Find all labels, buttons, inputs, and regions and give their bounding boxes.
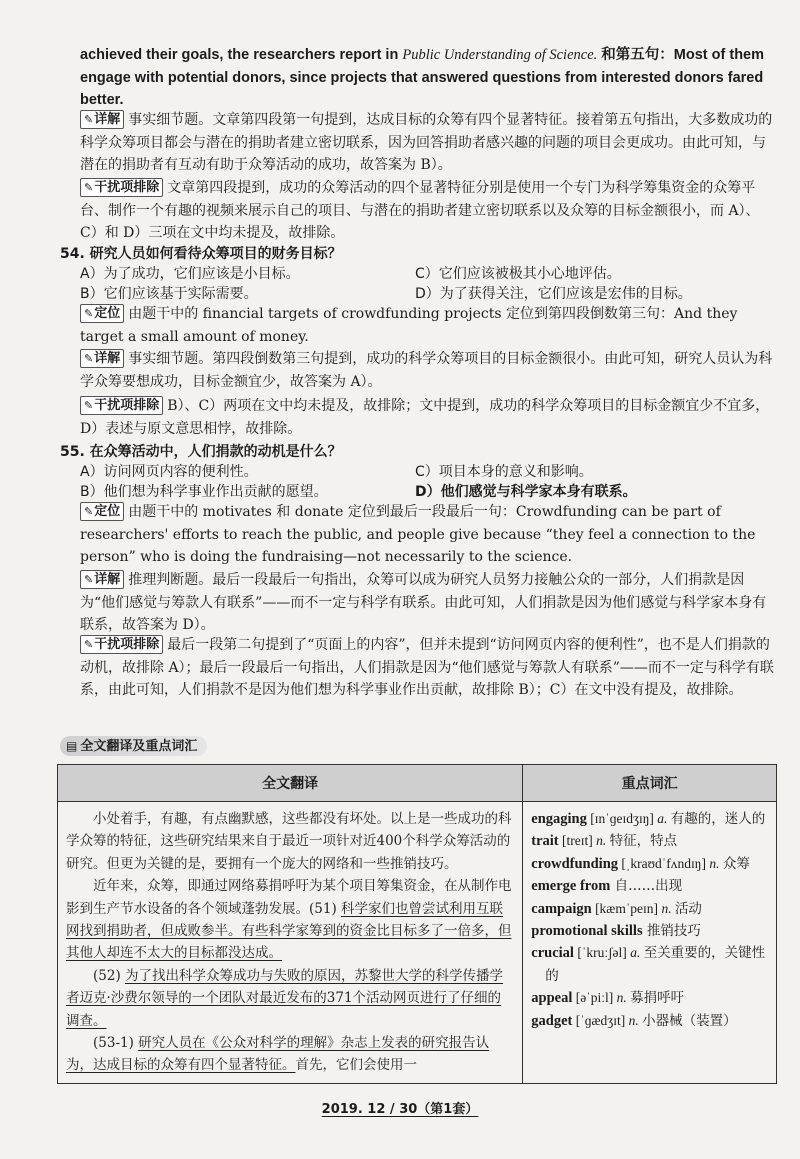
distract-tag: ✎干扰项排除 — [80, 178, 163, 197]
detail-tag: ✎详解 — [80, 349, 124, 368]
top-continuation — [80, 44, 775, 112]
vocab-phonetic: [ˈkruːʃəl] — [573, 945, 631, 961]
distract-tag: ✎干扰项排除 — [80, 396, 163, 415]
vocab-entry — [531, 942, 768, 987]
q55-locate — [80, 501, 775, 569]
vocab-definition: 自……出现 — [614, 878, 683, 895]
vocab-phonetic: [kæmˈpeɪn] — [591, 900, 662, 916]
q53-detail — [80, 109, 775, 177]
q54-distract — [80, 395, 775, 440]
translation-vocab-table — [57, 764, 777, 1084]
vocab-entry — [531, 853, 768, 875]
q55-distract-text: 最后一段第二句提到了“页面上的内容”，但并未提到“访问网页内容的便利性”，也不是人们捐款的动机，故排除 A）；最后一段最后一句指出，人们捐款是因为“他们感觉与筹款人有联系”——而不一定与科学有联系，由此可知，人们捐款不是因为他们想为科学事业作出贡献，故排除 B）；C）在文中没有提及，故排除。 — [80, 637, 774, 698]
q54-detail-text: 事实细节题。第四段倒数第三句提到，成功的科学众筹项目的目标金额很小。由此可知，研究人员认为科学众筹要想成功，目标金额宜少，故答案为 A）。 — [80, 351, 773, 390]
pen-icon: ✎ — [84, 638, 94, 651]
vocab-word: trait — [531, 833, 559, 850]
q53-distract — [80, 177, 775, 245]
vocab-entry — [531, 1010, 768, 1032]
pen-icon: ✎ — [84, 113, 94, 126]
vocab-definition: 募捐呼吁 — [630, 990, 685, 1007]
col-vocab-header: 重点词汇 — [523, 765, 777, 802]
vocab-list — [531, 808, 768, 1032]
pen-icon: ✎ — [84, 181, 94, 194]
vocab-entry — [531, 808, 768, 830]
vocab-word: engaging — [531, 811, 587, 827]
distract-tag: ✎干扰项排除 — [80, 635, 163, 654]
q54-option-c: C）它们应该被极其小心地评估。 — [415, 266, 621, 282]
vocab-word: campaign — [531, 900, 592, 917]
vocab-definition: 推销技巧 — [646, 923, 701, 940]
top-text-post: 和第五句：Most of them engage with potential donors, since projects that answered questions from interested donors fared better. — [80, 47, 765, 108]
q54-distract-text: B）、C）两项在文中均未提及，故排除；文中提到，成功的科学众筹项目的目标金额宜少不宜多，D）表述与原文意思相悖，故排除。 — [80, 398, 770, 437]
book-icon: ▤ — [66, 739, 78, 753]
vocab-phonetic: [treɪt] — [558, 833, 597, 849]
q55-option-d: D）他们感觉与科学家本身有联系。 — [415, 484, 637, 500]
vocab-definition: 特征，特点 — [609, 833, 678, 850]
pen-icon: ✎ — [84, 399, 94, 412]
vocab-definition: 小器械（装置） — [642, 1012, 737, 1029]
q54-option-d: D）为了获得关注，它们应该是宏伟的目标。 — [415, 286, 692, 302]
q55-detail — [80, 569, 775, 637]
vocab-pos: n. — [596, 833, 610, 849]
q55-title: 55. 在众筹活动中，人们捐款的动机是什么？ — [60, 444, 342, 460]
q54-option-a: A）为了成功，它们应该是小目标。 — [80, 266, 300, 282]
vocab-word: promotional skills — [531, 923, 643, 940]
pen-icon: ✎ — [84, 352, 94, 365]
q55-distract — [80, 634, 775, 702]
translation-para-1: 小处着手，有趣，有点幽默感，这些都没有坏处。以上是一些成功的科学众筹的特征，这些研究结果来自于最近一项针对近400个科学众筹活动的研究。但更为关键的是，要拥有一个庞大的网络和一些推销技巧。 — [66, 811, 512, 872]
footer-text: 2019. 12 / 30（第1套） — [321, 1102, 479, 1117]
vocab-pos: n. — [628, 1012, 643, 1028]
locate-tag: ✎定位 — [80, 304, 124, 323]
section-heading: ▤ 全文翻译及重点词汇 — [60, 736, 207, 756]
vocab-word: gadget — [531, 1012, 573, 1029]
q55-detail-text: 推理判断题。最后一段最后一句指出，众筹可以成为研究人员努力接触公众的一部分，人们捐款是因为“他们感觉与筹款人有联系”——而不一定与科学有联系。由此可知，人们捐款是因为他们感觉与科学家本身有联系，故答案为 D）。 — [80, 572, 767, 633]
vocab-pos: a. — [630, 945, 644, 961]
q54-option-b: B）它们应该基于实际需要。 — [80, 286, 258, 302]
q55-option-b: B）他们想为科学事业作出贡献的愿望。 — [80, 484, 328, 500]
vocab-definition: 有趣的，迷人的 — [670, 811, 766, 827]
page-footer — [0, 1098, 800, 1117]
pen-icon: ✎ — [84, 573, 94, 586]
col-translation-header: 全文翻译 — [58, 765, 523, 802]
detail-tag: ✎详解 — [80, 110, 124, 129]
q55-locate-text: 由题干中的 motivates 和 donate 定位到最后一段最后一句：Crowdfunding can be part of researchers' efforts to reach the public, and people give because “they feel a connection to the person” who is doing the fundraising—not necessarily to the science. — [80, 504, 756, 565]
vocab-word: appeal — [531, 990, 573, 1007]
vocab-definition: 至关重要的，关键性的 — [545, 945, 766, 984]
vocab-word: emerge from — [531, 878, 611, 895]
locate-tag: ✎定位 — [80, 502, 124, 521]
translation-cell — [58, 802, 523, 1084]
vocab-word: crucial — [531, 945, 574, 962]
q55-option-c: C）项目本身的意义和影响。 — [415, 464, 593, 480]
vocab-entry — [531, 920, 768, 942]
q55-option-a: A）访问网页内容的便利性。 — [80, 464, 258, 480]
vocab-cell — [523, 802, 777, 1084]
vocab-definition: 活动 — [674, 900, 702, 917]
q54-locate — [80, 303, 775, 348]
pen-icon: ✎ — [84, 307, 94, 320]
vocab-definition: 众筹 — [722, 855, 750, 872]
translation-para-3: (52) 为了找出科学众筹成功与失败的原因，苏黎世大学的科学传播学者迈克·沙费尔领导的一个团队对最近发布的371个活动网页进行了仔细的调查。 — [66, 967, 504, 1029]
journal-name: Public Understanding of Science. — [402, 47, 598, 63]
vocab-phonetic: [əˈpiːl] — [572, 990, 617, 1006]
detail-tag: ✎详解 — [80, 570, 124, 589]
q54-title: 54. 研究人员如何看待众筹项目的财务目标？ — [60, 246, 342, 262]
pen-icon: ✎ — [84, 505, 94, 518]
vocab-entry — [531, 987, 768, 1009]
q54-locate-text: 由题干中的 financial targets of crowdfunding projects 定位到第四段倒数第三句：And they target a small amount of money. — [80, 306, 738, 345]
vocab-phonetic: [ˌkraʊdˈfʌndɪŋ] — [618, 855, 710, 871]
vocab-phonetic: [ɪnˈɡeɪdʒɪŋ] — [586, 811, 658, 826]
vocab-word: crowdfunding — [531, 855, 619, 872]
q53-distract-text: 文章第四段提到，成功的众筹活动的四个显著特征分别是使用一个专门为科学筹集资金的众筹平台、制作一个有趣的视频来展示自己的项目、与潜在的捐助者建立密切联系以及众筹的目标金额很小，而 A）、C）和 D）三项在文中均未提及，故排除。 — [80, 180, 760, 241]
q54-detail — [80, 348, 775, 393]
vocab-pos: n. — [709, 855, 723, 871]
q53-detail-text: 事实细节题。文章第四段第一句提到，达成目标的众筹有四个显著特征。接着第五句指出，大多数成功的科学众筹项目都会与潜在的捐助者建立密切联系，因为回答捐助者感兴趣的问题的项目会更成功。由此可知，与潜在的捐助者有互动有助于众筹活动的成功，故答案为 B）。 — [80, 112, 773, 173]
vocab-pos: a. — [657, 811, 671, 826]
vocab-entry — [531, 830, 768, 852]
translation-para-2: 近年来，众筹，即通过网络募捐呼吁为某个项目筹集资金，在从制作电影到生产节水设备的各个领域蓬勃发展。(51) 科学家们也曾尝试利用互联网找到捐助者，但成败参半。有些科学家筹到的资金比目标多了一倍多，但其他人却连不太大的目标都没达成。 — [66, 878, 512, 962]
top-text-pre: achieved their goals, the researchers report in — [80, 47, 403, 63]
vocab-pos: n. — [661, 900, 675, 916]
vocab-phonetic: [ˈɡædʒɪt] — [572, 1012, 629, 1028]
vocab-entry — [531, 898, 768, 920]
vocab-pos: n. — [616, 990, 631, 1006]
vocab-entry — [531, 875, 768, 897]
translation-para-4: (53-1) 研究人员在《公众对科学的理解》杂志上发表的研究报告认为，达成目标的众筹有四个显著特征。首先，它们会使用一 — [66, 1035, 490, 1074]
